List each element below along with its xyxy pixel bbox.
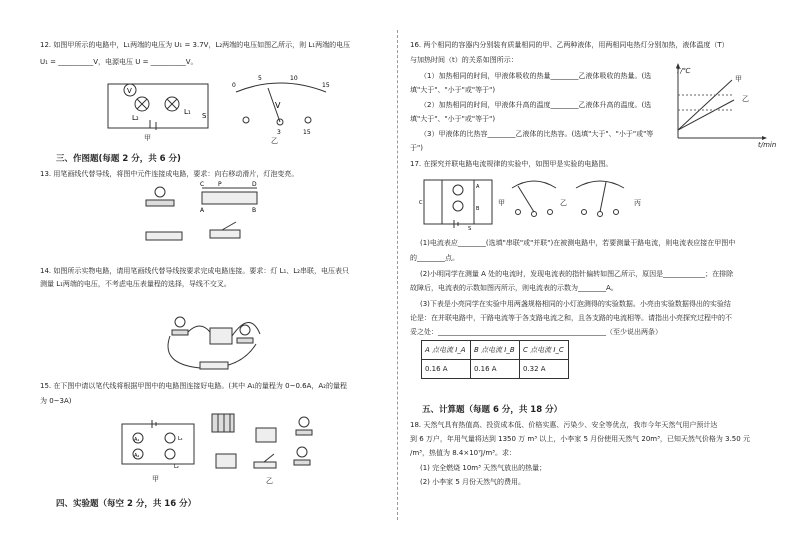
section5-title: 五、计算题（每题 6 分，共 18 分）: [422, 405, 563, 415]
q16-3a: （3）甲液体的比热容________乙液体的比热容。(选填"大于"、"小于"或"等: [420, 130, 654, 138]
scale-15: 15: [322, 82, 330, 89]
q17-3b: 论是：在并联电路中，干路电流等于各支路电流之和，且各支路的电流相等。请指出小亮探究过程中的不: [410, 314, 732, 322]
current-data-table: [421, 340, 569, 379]
q16-2a: （2）加热相同的时间，甲液体升高的温度________乙液体升高的温度。(选: [420, 101, 652, 109]
q12-circuit-diagram: [100, 78, 220, 133]
svg-text:L₁: L₁: [184, 108, 191, 116]
svg-text:L₂: L₂: [174, 464, 179, 470]
table-cell: 0.16 A: [471, 360, 520, 379]
q16-2b: 填"大于"、"小于"或"等于"): [410, 115, 496, 123]
terminal-3: 3: [277, 129, 281, 136]
table-cell: 0.16 A: [422, 360, 471, 379]
q17-1b: 的________点。: [410, 254, 459, 262]
svg-text:D: D: [252, 181, 257, 188]
svg-text:A₂: A₂: [134, 453, 140, 459]
fig-label-jia: 甲: [498, 199, 505, 207]
q17-parallel-circuit: [418, 176, 498, 230]
scale-5: 5: [258, 75, 262, 82]
q17-text: 17. 在探究并联电路电流规律的实验中，如图甲是实验的电路图。: [410, 160, 613, 168]
svg-text:A: A: [476, 184, 480, 190]
svg-text:A: A: [200, 207, 205, 214]
svg-text:P: P: [218, 181, 222, 188]
q16-3b: 于"): [410, 144, 423, 152]
q18-sub2: (2) 小李家 5 月份天然气的费用。: [420, 478, 526, 486]
q18-line3: /m³，热值为 8.4×10⁷J/m³。求：: [410, 449, 516, 457]
q12-line1: 12. 如图甲所示的电路中，L₁两端的电压为 U₁ = 3.7V，L₂两端的电压如图乙所示，则 L₁两端的电压: [40, 41, 351, 49]
q15-line1: 15. 在下图中请以笔代线将根据甲图中的电路图连接好电路。(其中 A₁的量程为 0~0.6A，A₂的量程: [40, 382, 347, 390]
section3-title: 三、作图题(每题 2 分，共 6 分): [56, 154, 181, 164]
q17-2b: 故障后，电流表的示数如图丙所示，则电流表的示数为________A。: [410, 284, 618, 292]
q16-line2: 与加热时间（t）的关系如图所示：: [410, 56, 518, 64]
svg-text:A₁: A₁: [134, 437, 140, 443]
q18-line2: 到 6 万户，年用气量将达到 1350 万 m³ 以上，小李家 5 月份使用天然气 20m³，已知天然气价格为 3.50 元: [410, 435, 750, 443]
q14-line2: 测量 L₁两端的电压，不考虑电压表量程的选择，导线不交叉。: [40, 280, 231, 288]
svg-text:C: C: [419, 200, 423, 206]
fig-label-yi: 乙: [560, 199, 567, 207]
graph-x-label: t/min: [758, 141, 777, 149]
q15-line2: 为 0~3A): [40, 397, 72, 405]
q15-circuit-diagram: [118, 418, 198, 470]
svg-text:B: B: [252, 207, 257, 214]
q17-2a: (2)小明同学在测量 A 处的电流时，发现电流表的指针偏转如图乙所示，原因是____________；在排除: [420, 270, 734, 278]
svg-text:C: C: [200, 181, 205, 188]
svg-text:S: S: [468, 226, 472, 232]
q13-components: [140, 181, 285, 256]
column-divider: [397, 30, 398, 520]
svg-text:L₂: L₂: [132, 114, 139, 122]
fig-label-bing: 丙: [634, 199, 641, 207]
voltmeter-diagram: [228, 75, 333, 138]
scale-10: 10: [290, 75, 298, 82]
q14-line1: 14. 如图所示实物电路，请用笔画线代替导线按要求完成电路连接。要求：灯 L₁、L₂串联，电压表只: [40, 267, 349, 275]
q14-circuit: [160, 300, 265, 375]
q12-line2: U₁ = __________V，电源电压 U = __________V。: [40, 58, 198, 66]
svg-text:V: V: [275, 101, 281, 110]
graph-series-jia: 甲: [735, 75, 742, 83]
table-header: A 点电流 I_A: [422, 341, 471, 360]
svg-text:B: B: [476, 206, 480, 212]
q16-line1: 16. 两个相同的容器内分别装有质量相同的甲、乙两种液体，用两相同电热灯分别加热，液体温度（T）: [410, 41, 729, 49]
svg-text:V: V: [127, 87, 132, 95]
ammeter-bing: [572, 176, 628, 218]
q15-label-yi: 乙: [266, 477, 273, 485]
table-header: B 点电流 I_B: [471, 341, 520, 360]
svg-text:L₁: L₁: [178, 436, 183, 442]
q17-3a: (3)下表是小亮同学在实验中用两盏规格相同的小灯泡测得的实验数据。小亮由实验数据得出的实验结: [420, 300, 731, 308]
ammeter-yi: [508, 176, 560, 218]
q16-1a: （1）加热相同的时间，甲液体吸收的热量________乙液体吸收的热量。(选: [420, 72, 652, 80]
graph-series-yi: 乙: [742, 95, 749, 103]
scale-0: 0: [232, 82, 236, 89]
q18-sub1: (1) 完全燃烧 10m³ 天然气放出的热量；: [420, 464, 547, 472]
table-header: C 点电流 I_C: [520, 341, 569, 360]
q15-label-jia: 甲: [152, 475, 159, 483]
terminal-15: 15: [303, 129, 311, 136]
q12-label-yi: 乙: [271, 137, 278, 145]
section4-title: 四、实验题（每空 2 分，共 16 分）: [56, 499, 197, 509]
q15-components: [208, 410, 328, 482]
q17-1a: (1)电流表应________(选填"串联"或"并联")在被测电路中，若要测量干路电流，则电流表应接在甲图中: [420, 239, 736, 247]
q13-text: 13. 用笔画线代替导线，将图中元件连接成电路，要求：向右移动滑片，灯泡变亮。: [40, 170, 299, 178]
q12-label-jia: 甲: [144, 134, 151, 142]
q16-1b: 填"大于"、"小于"或"等于"): [410, 86, 496, 94]
q17-3c: 妥之处：________________________________________________（至少说出两条）: [410, 328, 662, 336]
q18-line1: 18. 天然气具有热值高、投资成本低、价格实惠、污染少、安全等优点，我市今年天然气用户预计达: [410, 421, 718, 429]
graph-y-label: T/℃: [676, 67, 691, 75]
table-cell: 0.32 A: [520, 360, 569, 379]
svg-text:S: S: [202, 112, 207, 120]
